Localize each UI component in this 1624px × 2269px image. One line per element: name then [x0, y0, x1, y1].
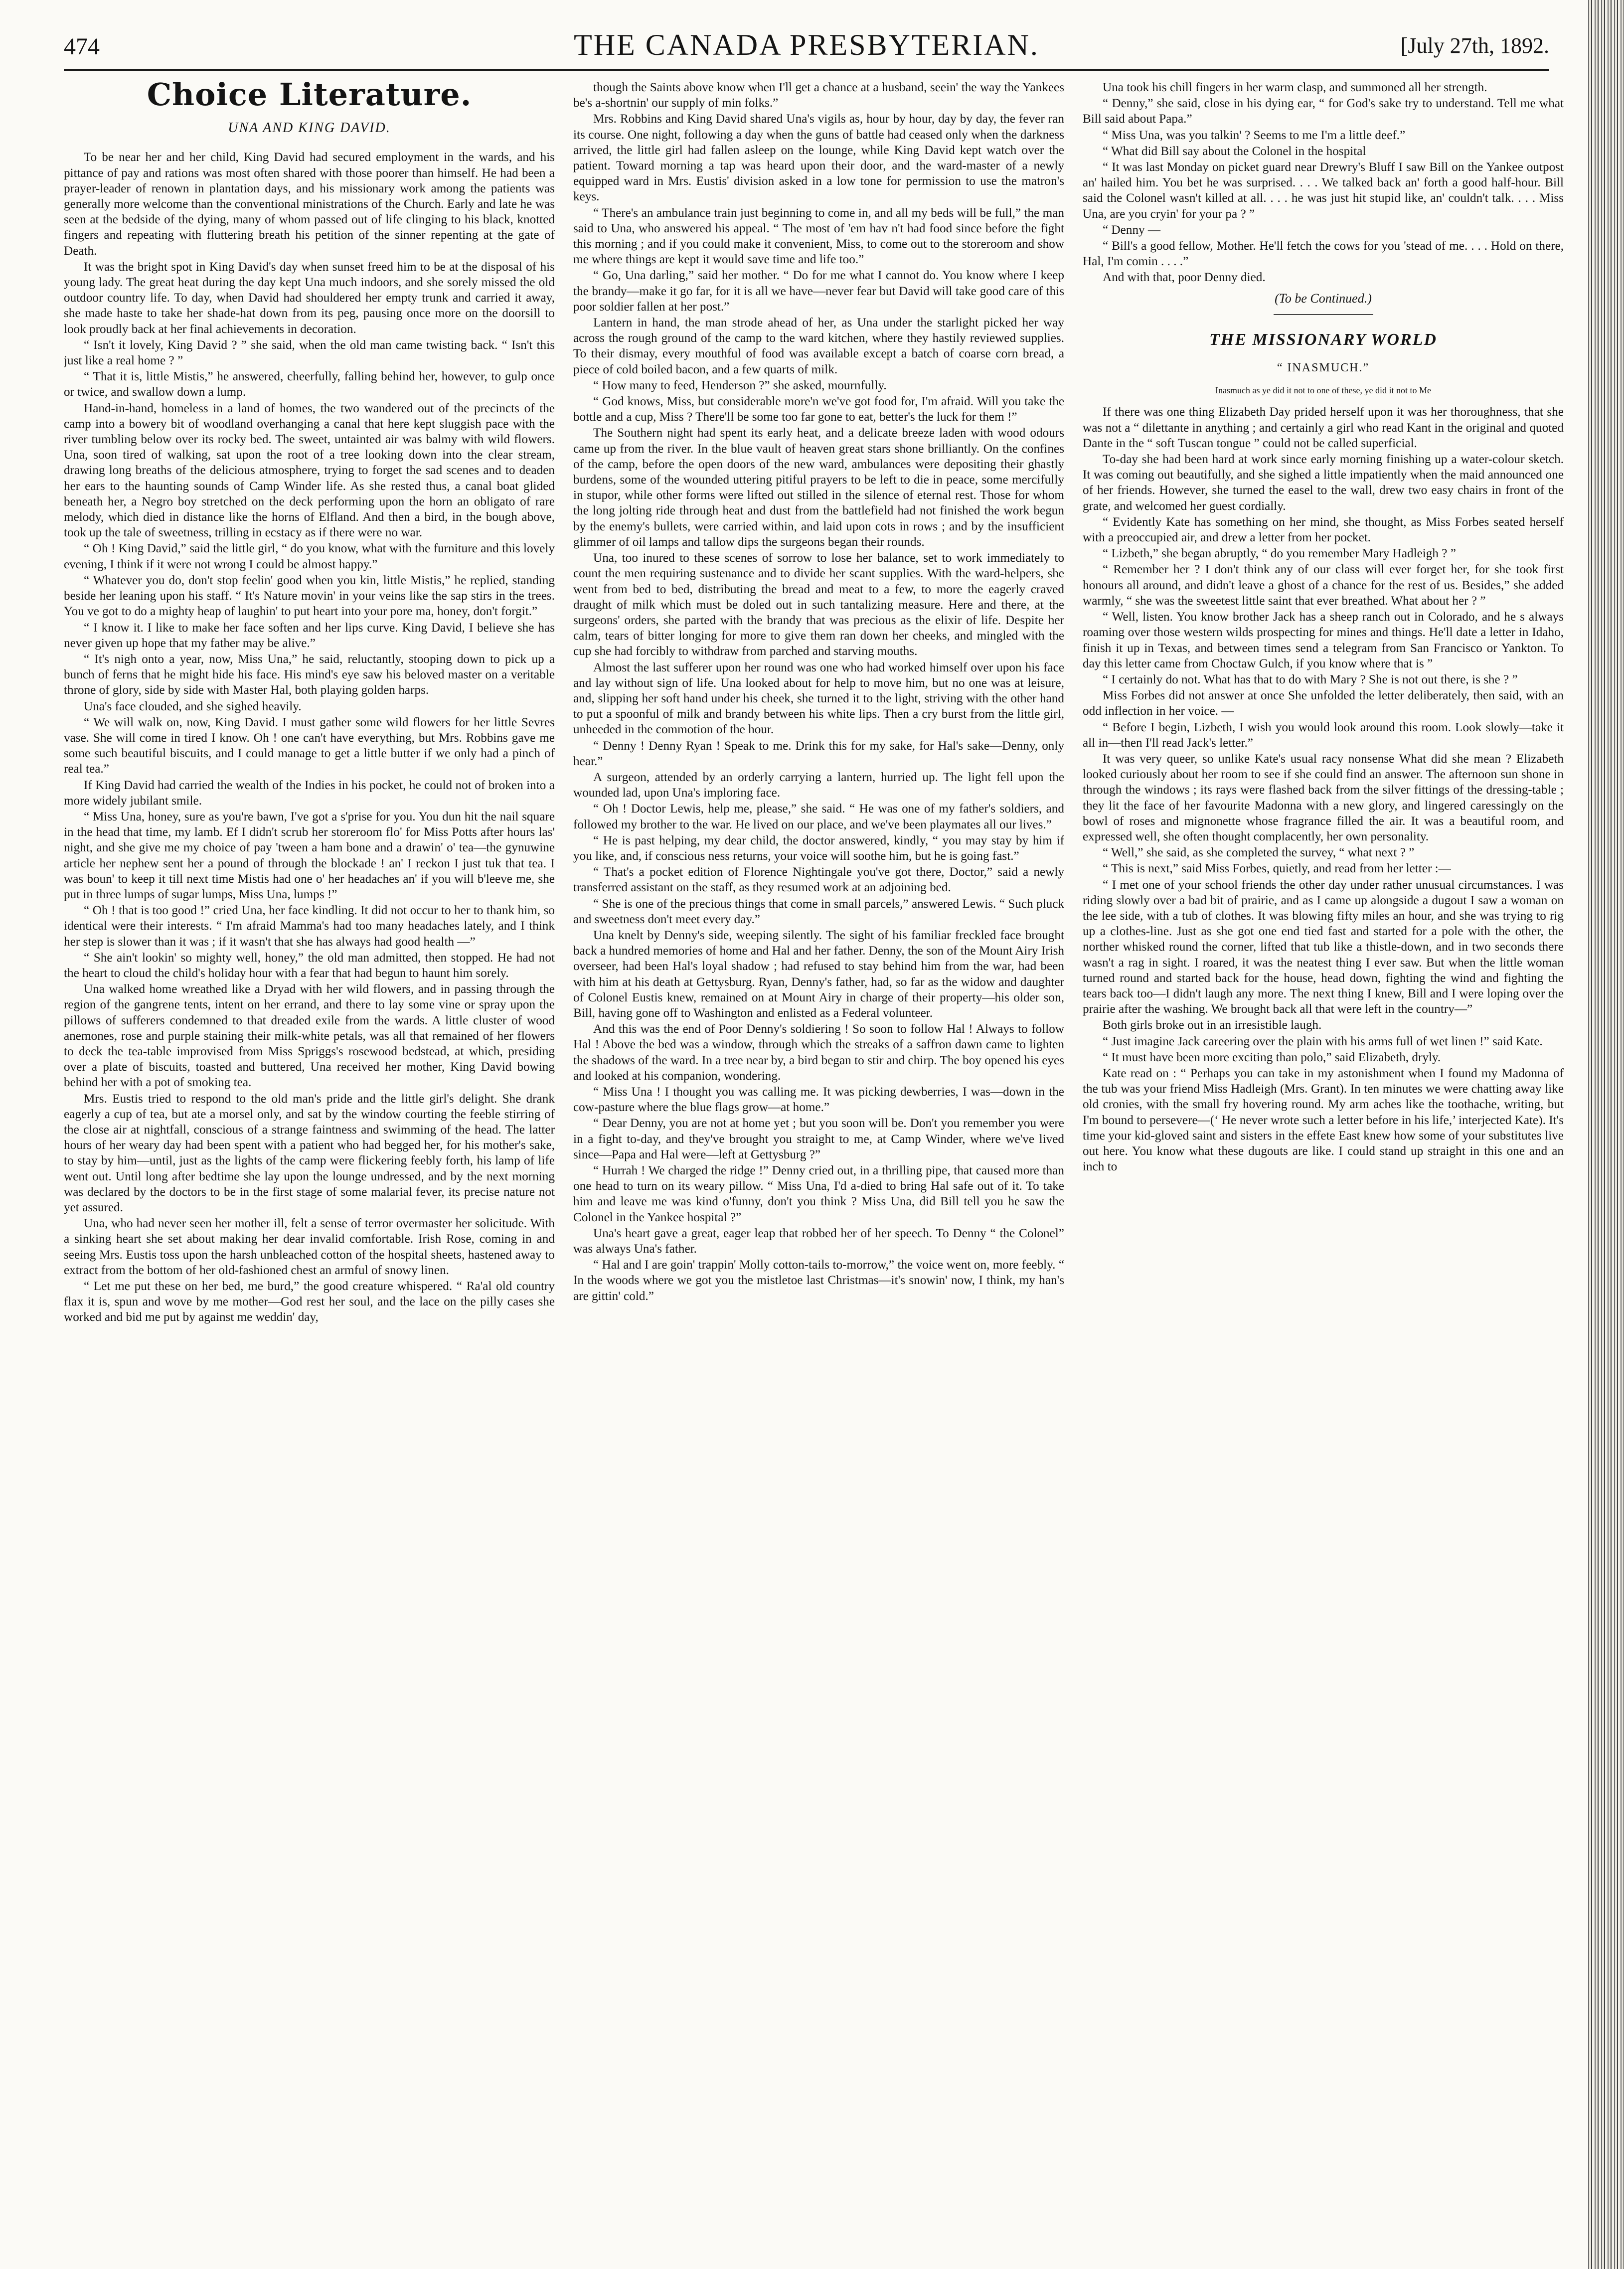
paragraph: “ Denny ! Denny Ryan ! Speak to me. Drink this for my sake, for Hal's sake—Denny, only hear.”: [573, 739, 1064, 768]
missionary-section-title: THE MISSIONARY WORLD: [1209, 330, 1437, 349]
story-body-part-2: [573, 80, 1064, 1304]
missionary-article-body: [1083, 404, 1564, 1174]
paragraph: “ Let me put these on her bed, me burd,” the good creature whispered. “ Ra'al old country flax it is, spun and wove by me mother—God rest her soul, and the lace on the pilly cases she worked and bid me put by against me weddin' day,: [64, 1280, 555, 1324]
article-title: “ INASMUCH.”: [1277, 361, 1370, 375]
paragraph: “ I certainly do not. What has that to do with Mary ? She is not out there, is she ? ”: [1103, 672, 1518, 686]
paragraph: Miss Forbes did not answer at once She unfolded the letter deliberately, then said, with an odd inflection in her voice. —: [1083, 689, 1564, 718]
paragraph: And this was the end of Poor Denny's soldiering ! So soon to follow Hal ! Always to follow Hal ! Above the bed was a window, through which the streaks of a saffron dawn came to lighten the shadows of the ward. In a tree near by, a bird began to stir and chirp. The boy opened his eyes and looked at his companion, wondering.: [573, 1022, 1064, 1083]
paragraph: “ Whatever you do, don't stop feelin' good when you kin, little Mistis,” he replied, standing beside her leaning upon his staff. “ It's Nature movin' in your veins like the sap stirs in the trees. You ve got to do a mighty heap of laughin' to put heart into your pore ma, honey, don't forgit.”: [64, 573, 555, 619]
paragraph: “ Remember her ? I don't think any of our class will ever forget her, for she took first honours all around, and didn't leave a ghost of a chance for the rest of us. Besides,” she added warmly, “ she was the sweetest little saint that ever breathed. What about her ? ”: [1083, 563, 1564, 608]
paragraph: “ What did Bill say about the Colonel in the hospital: [1103, 144, 1366, 158]
page-number: 474: [64, 33, 100, 60]
section-divider: [1274, 314, 1373, 315]
paragraph: “ Just imagine Jack careering over the plain with his arms full of wet linen !” said Kate.: [1103, 1034, 1543, 1048]
paragraph: The Southern night had spent its early heat, and a delicate breeze laden with wood odours came up from the river. In the blue vault of heaven great stars shone brilliantly. On the confines of the camp, before the open doors of the new ward, ambulances were depositing their ghastly burdens, some of the wounded uttering pitiful prayers to be left to die in peace, some mercifully in stupor, while other forms were lifted out stilled in the silence of eternal rest. Those for whom the long jolting ride through heat and dust from the battlefield had not finished the work begun by the enemy's bullets, were carried within, and laid upon cots in rows ; and by the insufficient glimmer of oil lamps and tallow dips the surgeons began their rounds.: [573, 426, 1064, 549]
paragraph: “ Miss Una, was you talkin' ? Seems to me I'm a little deef.”: [1103, 128, 1406, 142]
paragraph: “ Miss Una ! I thought you was calling me. It was picking dewberries, I was—down in the cow-pasture where the blue flags grow—at home.”: [573, 1085, 1064, 1115]
paragraph: “ We will walk on, now, King David. I must gather some wild flowers for her little Sevres vase. She will come in tired I know. Oh ! one can't have everything, but Mrs. Robbins gave me some such beautiful biscuits, and I could manage to get a little butter if we only had a pinch of real tea.”: [64, 715, 555, 776]
paragraph: Una, who had never seen her mother ill, felt a sense of terror overmaster her solicitude. With a sinking heart she set about making her dear invalid comfortable. Irish Rose, coming in and seeing Mrs. Eustis toss upon the harsh unbleached cotton of the hospital sheets, hastened away to extract from the bottom of her old-fashioned chest an armful of snowy linen.: [64, 1217, 555, 1277]
column-3: [1083, 80, 1564, 2253]
paragraph: “ God knows, Miss, but considerable more'n we've got food for, I'm afraid. Will you take the bottle and a cup, Miss ? There'll be some too far gone to eat, better's the luck for them !”: [573, 395, 1064, 424]
paragraph: To-day she had been hard at work since early morning finishing up a water-colour sketch. It was coming out beautifully, and she sighed a little impatiently when the maid announced one of her friends. However, she turned the easel to the wall, drew two easy chairs in front of the grate, and welcomed her guest cordially.: [1083, 453, 1564, 513]
paragraph: “ It was last Monday on picket guard near Drewry's Bluff I saw Bill on the Yankee outpost an' hailed him. You bet he was surprised. . . . We talked back an' forth a good half-hour. Bill said the Colonel wasn't killed at all. . . . he was just hit stupid like, an' couldn't talk. . . . Miss Una, are you cryin' for your pa ? ”: [1083, 161, 1564, 221]
paragraph: “ Denny —: [1103, 223, 1161, 237]
newspaper-title: THE CANADA PRESBYTERIAN.: [574, 28, 1039, 61]
paragraph: “ Lizbeth,” she began abruptly, “ do you remember Mary Hadleigh ? ”: [1103, 547, 1456, 561]
paragraph: “ That it is, little Mistis,” he answered, cheerfully, falling behind her, however, to gulp once or twice, and swallow down a lump.: [64, 370, 555, 399]
paragraph: And with that, poor Denny died.: [1103, 271, 1266, 285]
paragraph: “ There's an ambulance train just beginning to come in, and all my beds will be full,” the man said to Una, who answered his appeal. “ The most of 'em hav n't had food since before the fight this morning ; and if you could make it convenient, Miss, to come out to the storeroom and show me where things are kept it would save time and life too.”: [573, 206, 1064, 267]
paragraph: It was very queer, so unlike Kate's usual racy nonsense What did she mean ? Elizabeth looked curiously about her room to see if she could find an answer. The afternoon sun shone in through the windows ; its rays were flashed back from the silver fittings of the dressing-table ; they lit the face of her favourite Madonna with a new glory, and lingered caressingly on the bowl of roses and mignonette whose fragrance filled the air. It was a beautiful room, and expressed well, she often thought complacently, her own personality.: [1083, 752, 1564, 843]
paragraph: “ Hurrah ! We charged the ridge !” Denny cried out, in a thrilling pipe, that caused more than one head to turn on its weary pillow. “ Miss Una, I'd a-died to bring Hal safe out of it. To take him and leave me was kind o'funny, don't you think ? Miss Una, did Bill tell you he saw the Colonel in the Yankee hospital ?”: [573, 1164, 1064, 1224]
paragraph: If King David had carried the wealth of the Indies in his pocket, he could not of broken into a more widely jubilant smile.: [64, 778, 555, 808]
paragraph: “ She ain't lookin' so mighty well, honey,” the old man admitted, then stopped. He had not the heart to cloud the child's holiday hour with a fear that had begun to haunt him sorely.: [64, 951, 555, 980]
paragraph: “ How many to feed, Henderson ?” she asked, mournfully.: [593, 378, 887, 392]
paragraph: Una, too inured to these scenes of sorrow to lose her balance, set to work immediately to count the men requiring sustenance and to divide her scant supplies. With the ward-helpers, she went from bed to bed, distributing the bread and meat to a few, to more the eagerly craved draught of milk which must be doled out in such tantalizing measure. Here and there, at the surgeons' orders, she parted with the brandy that was precious as the elixir of life. Despite her calm, tears of bitter longing for more to give them ran down her cheeks, and mingled with the cup she had forcibly to withdraw from parched and starving mouths.: [573, 551, 1064, 658]
paragraph: “ It's nigh onto a year, now, Miss Una,” he said, reluctantly, stooping down to pick up a bunch of ferns that he might hide his face. His mind's eye saw his beloved master on a veritable throne of glory, side by side with Master Hal, both playing golden harps.: [64, 652, 555, 697]
paragraph: “ This is next,” said Miss Forbes, quietly, and read from her letter :—: [1103, 862, 1451, 876]
paragraph: To be near her and her child, King David had secured employment in the wards, and his pittance of pay and rations was most often shared with those poorer than himself. He had been a prayer-leader of renown in plantation days, and his missionary work among the patients was generally more welcome than the conventional ministrations of the Church. Early and late he was seen at the bedside of the dying, many of whom passed out of life clinging to his black, knotted fingers and repeating with fluttering breath his petition of the sinner repenting at the gate of Death.: [64, 151, 555, 258]
paragraph: “ Evidently Kate has something on her mind, she thought, as Miss Forbes seated herself with a preoccupied air, and drew a letter from her pocket.: [1083, 515, 1564, 545]
paragraph: “ Bill's a good fellow, Mother. He'll fetch the cows for you 'stead of me. . . . Hold on there, Hal, I'm comin . . . .”: [1083, 239, 1564, 269]
issue-date: [July 27th, 1892.: [1400, 33, 1549, 58]
paragraph: “ Isn't it lovely, King David ? ” she said, when the old man came twisting back. “ Isn't this just like a real home ? ”: [64, 338, 555, 368]
paragraph: Both girls broke out in an irresistible laugh.: [1103, 1018, 1322, 1032]
paragraph: Una took his chill fingers in her warm clasp, and summoned all her strength.: [1103, 81, 1487, 94]
page-binding-edge: [1588, 0, 1624, 2269]
paragraph: “ Miss Una, honey, sure as you're bawn, I've got a s'prise for you. You dun hit the nail square in the head that time, my lamb. Ef I didn't scrub her storeroom flo' for Miss Potts after hours las' night, and she give me my choice of pay 'tween a ham bone and a drawin' o' tea—the gynuwine article her nephew sent her a pound of through the blockade ! an' I reckon I just tuk that tea. I was boun' to keep it till next time Mistis had one o' her headaches an' if you will b'leeve me, she put in three lumps of sugar lumps, Miss Una, lumps !”: [64, 810, 555, 901]
paragraph: Una's face clouded, and she sighed heavily.: [84, 699, 302, 713]
story-body-part-3: [1083, 80, 1564, 286]
column-1: [64, 80, 555, 2253]
paragraph: “ Well, listen. You know brother Jack has a sheep ranch out in Colorado, and he s always roaming over those western wilds prospecting for mines and things. He'll date a letter in Idaho, finish it up in Texas, and between times send a telegram from San Francisco or Yankton. To day this letter came from Choctaw Gulch, if you know where that is ”: [1083, 610, 1564, 670]
story-body-part-1: [64, 150, 555, 1325]
paragraph: Una walked home wreathed like a Dryad with her wild flowers, and in passing through the region of the gangrene tents, intent on her errand, and there to lay some vine or spray upon the pillows of sufferers condemned to that dreaded exile from the wards. A little cluster of wood anemones, rose and purple staining their milk-white petals, was all that remained of her flowers to deck the tea-table improvised from Miss Spriggs's rosewood bedstead, at which, presiding over a plate of biscuits, toasted and buttered, Una received her mother, King David bowing behind her with a pot of smoking tea.: [64, 982, 555, 1090]
paragraph: Una knelt by Denny's side, weeping silently. The sight of his familiar freckled face brought back a hundred memories of home and Hal and her father. Denny, the son of the Mount Airy Irish overseer, had been Hal's loyal shadow ; had refused to stay behind him from the war, had been with him at his death at Gettysburg. Ryan, Denny's father, had, so far as the widow and daughter of Colonel Eustis knew, remained on at Mount Airy in charge of their property—his older son, Bill, having gone off to Washington and enlisted as a Federal volunteer.: [573, 928, 1064, 1020]
paragraph: It was the bright spot in King David's day when sunset freed him to be at the disposal of his young lady. The great heat during the day kept Una much indoors, and she sorely missed the old outdoor country life. To day, when David had shouldered her empty trunk and carried it away, she made haste to take her shade-hat down from its peg, pausing once more on the doorsill to look proudly back at her final achievements in decoration.: [64, 260, 555, 336]
paragraph: “ Denny,” she said, close in his dying ear, “ for God's sake try to understand. Tell me what Bill said about Papa.”: [1083, 97, 1564, 126]
paragraph: “ Go, Una darling,” said her mother. “ Do for me what I cannot do. You know where I keep the brandy—make it go far, for it is all we have—never fear but David will take good care of this poor soldier fallen at her post.”: [573, 269, 1064, 314]
paragraph: Almost the last sufferer upon her round was one who had worked himself over upon his face and lay without sign of life. Una looked about for help to move him, but no one was at leisure, and, slipping her soft hand under his cheek, she turned it to the light, striving with the other hand to put a spoonful of milk and brandy between his white lips. Then a cry burst from the little girl, unheeded in the commotion of the hour.: [573, 660, 1064, 737]
section-title: Choice Literature.: [147, 80, 472, 113]
paragraph: Lantern in hand, the man strode ahead of her, as Una under the starlight picked her way across the rough ground of the camp to the ward kitchen, where they hastily reviewed supplies. To their dismay, every mouthful of food was available except a batch of coarse corn bread, a piece of cold boiled bacon, and a few quarts of milk.: [573, 316, 1064, 376]
paragraph: “ Well,” she said, as she completed the survey, “ what next ? ”: [1103, 846, 1415, 860]
paragraph: Hand-in-hand, homeless in a land of homes, the two wandered out of the precincts of the camp into a bowery bit of woodland overhanging a canal that here kept sluggish pace with the river tumbling below over its rocky bed. The sweet, untainted air was balmy with wild flowers. Una, soon tired of walking, sat upon the root of a tree looking down into the clear stream, drawing long breaths of the delicious atmosphere, trying to forget the sad scenes and to deaden her ears to the haunting sounds of Camp Winder life. As she rested thus, a canal boat glided beneath her, a Negro boy stretched on the deck performing upon the horn an obligato of rare melody, which died in distance like the horns of Elfland. And then a bird, in the bough above, took up the tale of sweetness, trilling in ecstacy as if there were no war.: [64, 401, 555, 540]
story-title: UNA AND KING DAVID.: [228, 120, 391, 136]
paragraph: Una's heart gave a great, eager leap that robbed her of her speech. To Denny “ the Colonel” was always Una's father.: [573, 1226, 1064, 1256]
continued-notice: (To be Continued.): [1275, 291, 1372, 306]
page-header: [64, 26, 1549, 66]
paragraph: “ It must have been more exciting than polo,” said Elizabeth, dryly.: [1103, 1050, 1441, 1064]
paragraph: Mrs. Robbins and King David shared Una's vigils as, hour by hour, day by day, the fever ran its course. One night, following a day when the guns of battle had ceased only when the darkness arrived, the little girl had fallen asleep on the lounge, while King David kept watch over the patient. Toward morning a tap was heard upon their door, and the ward-master of a newly equipped ward in Mrs. Eustis' division asked in a low tone for permission to use the matron's keys.: [573, 112, 1064, 204]
column-2: [573, 80, 1064, 2253]
article-epigraph: Inasmuch as ye did it not to one of these, ye did it not to Me: [1215, 385, 1431, 396]
paragraph: “ Oh ! Doctor Lewis, help me, please,” she said. “ He was one of my father's soldiers, and followed my brother to the war. He lived on our place, and we've been playmates all our lives.”: [573, 802, 1064, 831]
paragraph: “ Dear Denny, you are not at home yet ; but you soon will be. Don't you remember you were in a fight to-day, and they've brought you straight to me, at Camp Winder, where we've lived since—Papa and Hal were—left at Gettysburg ?”: [573, 1117, 1064, 1161]
paragraph: “ Oh ! King David,” said the little girl, “ do you know, what with the furniture and this lovely evening, I think if it were not wrong I could be almost happy.”: [64, 542, 555, 571]
paragraph: “ She is one of the precious things that come in small parcels,” answered Lewis. “ Such pluck and sweetness don't meet every day.”: [573, 897, 1064, 926]
paragraph: “ Hal and I are goin' trappin' Molly cotton-tails to-morrow,” the voice went on, more feebly. “ In the woods where we got you the mistletoe last Christmas—it's snowin' now, I think, my han's are gittin' cold.”: [573, 1258, 1064, 1303]
paragraph: Kate read on : “ Perhaps you can take in my astonishment when I found my Madonna of the tub was your friend Miss Hadleigh (Mrs. Grant). In ten minutes we were chatting away like old cronies, with the small fry hovering round. My arm aches like the toothache, writing, but I'm bound to persevere—(‘ He never wrote such a letter before in his life,’ interjected Kate). It's time your kid-gloved saint and sisters in the effete East knew how some of your substitutes live out here. You know what these dugouts are like. I could stand up straight in this one and an inch to: [1083, 1066, 1564, 1174]
paragraph: If there was one thing Elizabeth Day prided herself upon it was her thoroughness, that she was not a “ dilettante in anything ; and certainly a girl who read Kant in the original and quoted Dante in the “ soft Tuscan tongue ” could not be called superficial.: [1083, 405, 1564, 450]
paragraph: “ He is past helping, my dear child, the doctor answered, kindly, “ you may stay by him if you like, and, if conscious ness returns, your voice will soothe him, but he is going fast.”: [573, 833, 1064, 863]
paragraph: A surgeon, attended by an orderly carrying a lantern, hurried up. The light fell upon the wounded lad, upon Una's imploring face.: [573, 770, 1064, 800]
header-rule: [64, 69, 1549, 71]
paragraph: “ I met one of your school friends the other day under rather unusual circumstances. I was riding slowly over a bad bit of prairie, and as I came up alongside a dugout I saw a woman on the lee side, with a tub of clothes. It was blowing fifty miles an hour, and she was trying to rig up a clothes-line. Just as she got one end tied fast and started for a pole with the other, the norther whisked round the corner, lifted that tub like a thistle-down, and in two seconds there wasn't a rag in sight. I roared, it was the neatest thing I ever saw. But when the little woman turned round and started back for the house, head down, fighting the wind and fighting the tears back too—I didn't laugh any more. The next thing I knew, Bill and I were loping over the prairie after the washing. We brought back all that were left in the country—”: [1083, 878, 1564, 1016]
paragraph: though the Saints above know when I'll get a chance at a husband, seein' the way the Yankees be's a-shortnin' our supply of min folks.”: [573, 81, 1064, 110]
paragraph: “ Before I begin, Lizbeth, I wish you would look around this room. Look slowly—take it all in—then I'll read Jack's letter.”: [1083, 720, 1564, 750]
paragraph: “ That's a pocket edition of Florence Nightingale you've got there, Doctor,” said a newly transferred assistant on the staff, as they resumed work at an adjoining bed.: [573, 865, 1064, 895]
paragraph: “ I know it. I like to make her face soften and her lips curve. King David, I believe she has never given up hope that my father may be alive.”: [64, 621, 555, 650]
paragraph: “ Oh ! that is too good !” cried Una, her face kindling. It did not occur to her to thank him, so identical were their interests. “ I'm afraid Mamma's had too many headaches lately, and I think her step is slower than it was ; if it wasn't that she has always had good health —”: [64, 904, 555, 949]
paragraph: Mrs. Eustis tried to respond to the old man's pride and the little girl's delight. She drank eagerly a cup of tea, but ate a morsel only, and sat by the window courting the feeble stirring of the close air at nightfall, conscious of a strange faintness and swimming of the head. The latter hours of her weary day had been spent with a patient who had begged her, for his mother's sake, to stay by him—until, just as the lights of the camp were flickering feebly forth, his lamp of life went out. Until long after bedtime she lay upon the lounge undressed, and by the next morning was declared by the doctors to be in the first stage of some malarial fever, its precise nature not yet assured.: [64, 1092, 555, 1215]
